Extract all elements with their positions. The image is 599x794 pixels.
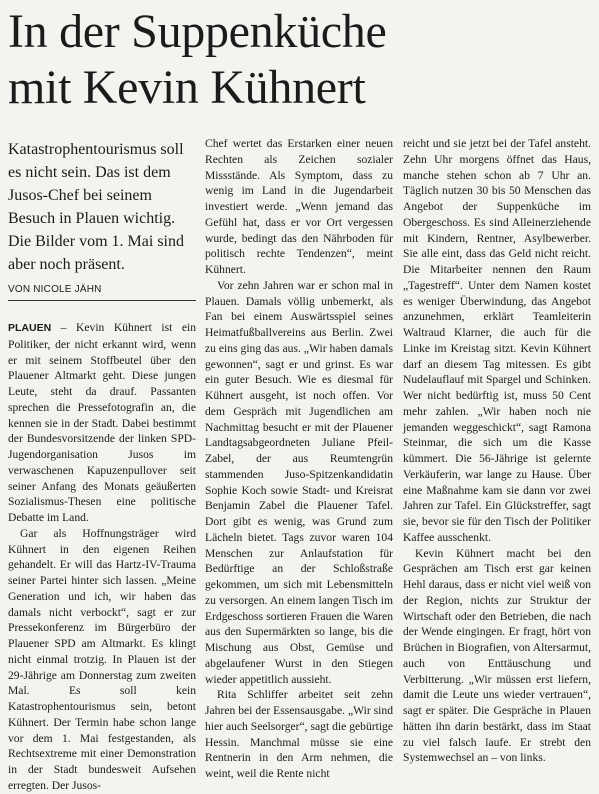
paragraph <box>8 320 196 526</box>
headline <box>8 4 593 116</box>
paragraph: Rita Schliffer arbeitet seit zehn Jahren bei der Essensausgabe. „Wir sind hier auch Seelsorger“, sagt die gebürtige Hessin. Manchmal müsse sie eine Rentnerin in den Arm nehmen, die weint, weil die Rente nicht <box>205 688 393 780</box>
paragraph: Kevin Kühnert macht bei den Gesprächen am Tisch erst gar keinen Hehl daraus, dass er nicht viel weiß von der Region, nichts zur Struktur der Wirtschaft oder den Betrieben, die nach der Wende eingingen. Er fragt, hört von Brüchen in Biografien, von Altersarmut, auch von Enttäuschung und Verbitterung. „Wir müssen erst liefern, damit die Leute uns wieder vertrauen“, sagt er später. Die Gespräche in Plauen hätten ihn darin bestärkt, dass im Staat zu viel falsch laufe. Er strebt den Systemwechsel an – von links. <box>403 546 591 765</box>
paragraph: reicht und sie jetzt bei der Tafel ansteht. Zehn Uhr morgens öffnet das Haus, manche stehen schon ab 7 Uhr an. Täglich nutzen 30 bis 50 Menschen das Angebot der Suppenküche im Obergeschoss. Es sind Alleinerziehende mit Kindern, Rentner, Asylbewerber. Sie alle eint, dass das Geld nicht reicht. Die Mitarbeiter nennen den Raum „Tagestreff“. Unter dem Namen kostet es weniger Überwindung, das Angebot anzunehmen, erklärt Teamleiterin Waltraud Klarner, die auch für die Linke im Kreistag sitzt. Kevin Kühnert darf an diesem Tag mitessen. Es gibt Nudelauflauf mit Spargel und Schinken. Wer nicht bedürftig ist, muss 50 Cent mehr zahlen. „Wir haben noch nie jemanden weggeschickt“, sagt Ramona Steinmar, die sich um die Kasse kümmert. Die 56-Jährige ist gelernte Verkäuferin, war lange zu Hause. Über eine Maßnahme kam sie dann vor zwei Jahren zur Tafel. Ein Glückstreffer, sagt sie, bevor sie für den Tisch der Politiker Kaffee ausschenkt. <box>403 137 591 544</box>
dateline: PLAUEN <box>8 322 52 334</box>
byline: VON NICOLE JÄHN <box>8 284 196 301</box>
paragraph: Vor zehn Jahren war er schon mal in Plauen. Damals völlig unbemerkt, als Fan bei einem Auswärtsspiel seines Heimatfußballvereins aus Berlin. Zwei zu eins ging das aus. „Wir haben damals gewonnen“, sagt er und grinst. Es war ein guter Besuch. Wie es diesmal für Kühnert ausgeht, ist noch offen. Vor dem Gespräch mit Jugendlichen am Nachmittag besucht er mit der Plauener Landtagsabgeordneten Juliane Pfeil-Zabel, der aus Reumtengrün stammenden Juso-Spitzenkandidatin Sophie Koch sowie Stadt- und Kreisrat Benjamin Zabel die Plauener Tafel. Dort gibt es wenig, was Grund zum Lächeln bietet. Tags zuvor waren 104 Menschen zur Anlaufstation für Bedürftige an der Schloßstraße gekommen, um sich mit Lebensmitteln zu versorgen. An einem langen Tisch im Erdgeschoss sortieren Frauen die Waren aus den Supermärkten so lange, bis die Mischung aus Obst, Gemüse und abgelaufener Wurst in den Stiegen wieder appetitlich aussieht. <box>205 278 393 686</box>
article-column-3 <box>403 136 591 766</box>
article-column-1 <box>8 320 196 794</box>
headline-line-1: In der Suppenküche <box>8 5 387 58</box>
article-column-2 <box>205 136 393 782</box>
headline-line-2: mit Kevin Kühnert <box>8 61 366 114</box>
paragraph: Gar als Hoffnungsträger wird Kühnert in den eigenen Reihen gehandelt. Er will das Hartz-IV-Trauma seiner Partei hinter sich lassen. „Meine Generation und ich, wir haben das damals nicht verbockt“, sagt er zur Pressekonferenz im Bürgerbüro der Plauener SPD am Altmarkt. Es klingt nicht einmal trotzig. In Plauen ist der 29-Jährige am Donnerstag zum zweiten Mal. Es soll kein Katastrophentourismus sein, betont Kühnert. Der Termin habe schon lange vor dem 1. Mai festgestanden, als Rechtsextreme mit einer Demonstration in der Stadt bundesweit Aufsehen erregten. Der Jusos- <box>8 526 196 792</box>
teaser: Katastrophentourismus soll es nicht sein. Das ist dem Jusos-Chef bei seinem Besuch in Plauen wichtig. Die Bilder vom 1. Mai sind aber noch präsent. <box>8 141 184 273</box>
paragraph: Chef wertet das Erstarken einer neuen Rechten als Zeichen sozialer Missstände. Als Symptom, dass zu wenig im Land in die Jugendarbeit investiert werde. „Wenn jemand das Gefühl hat, dass er vor Ort vergessen wurde, bedingt das den Nährboden für politisch rechte Tendenzen“, meint Kühnert. <box>205 137 393 276</box>
paragraph-text: – Kevin Kühnert ist ein Politiker, der nicht erkannt wird, wenn er mit seinem Stoffbeutel über den Plauener Altmarkt geht. Diese jungen Leute, steht da drauf. Passanten sprechen die Pressefotografin an, die kennen sie in der Stadt. Dabei bestimmt der Bundesvorsitzende der linken SPD-Jugendorganisation Jusos im verwaschenen Kapuzenpullover seit seiner Anfang des Monats geäußerten Sozialismus-Thesen eine politische Debatte im Land. <box>8 321 196 524</box>
